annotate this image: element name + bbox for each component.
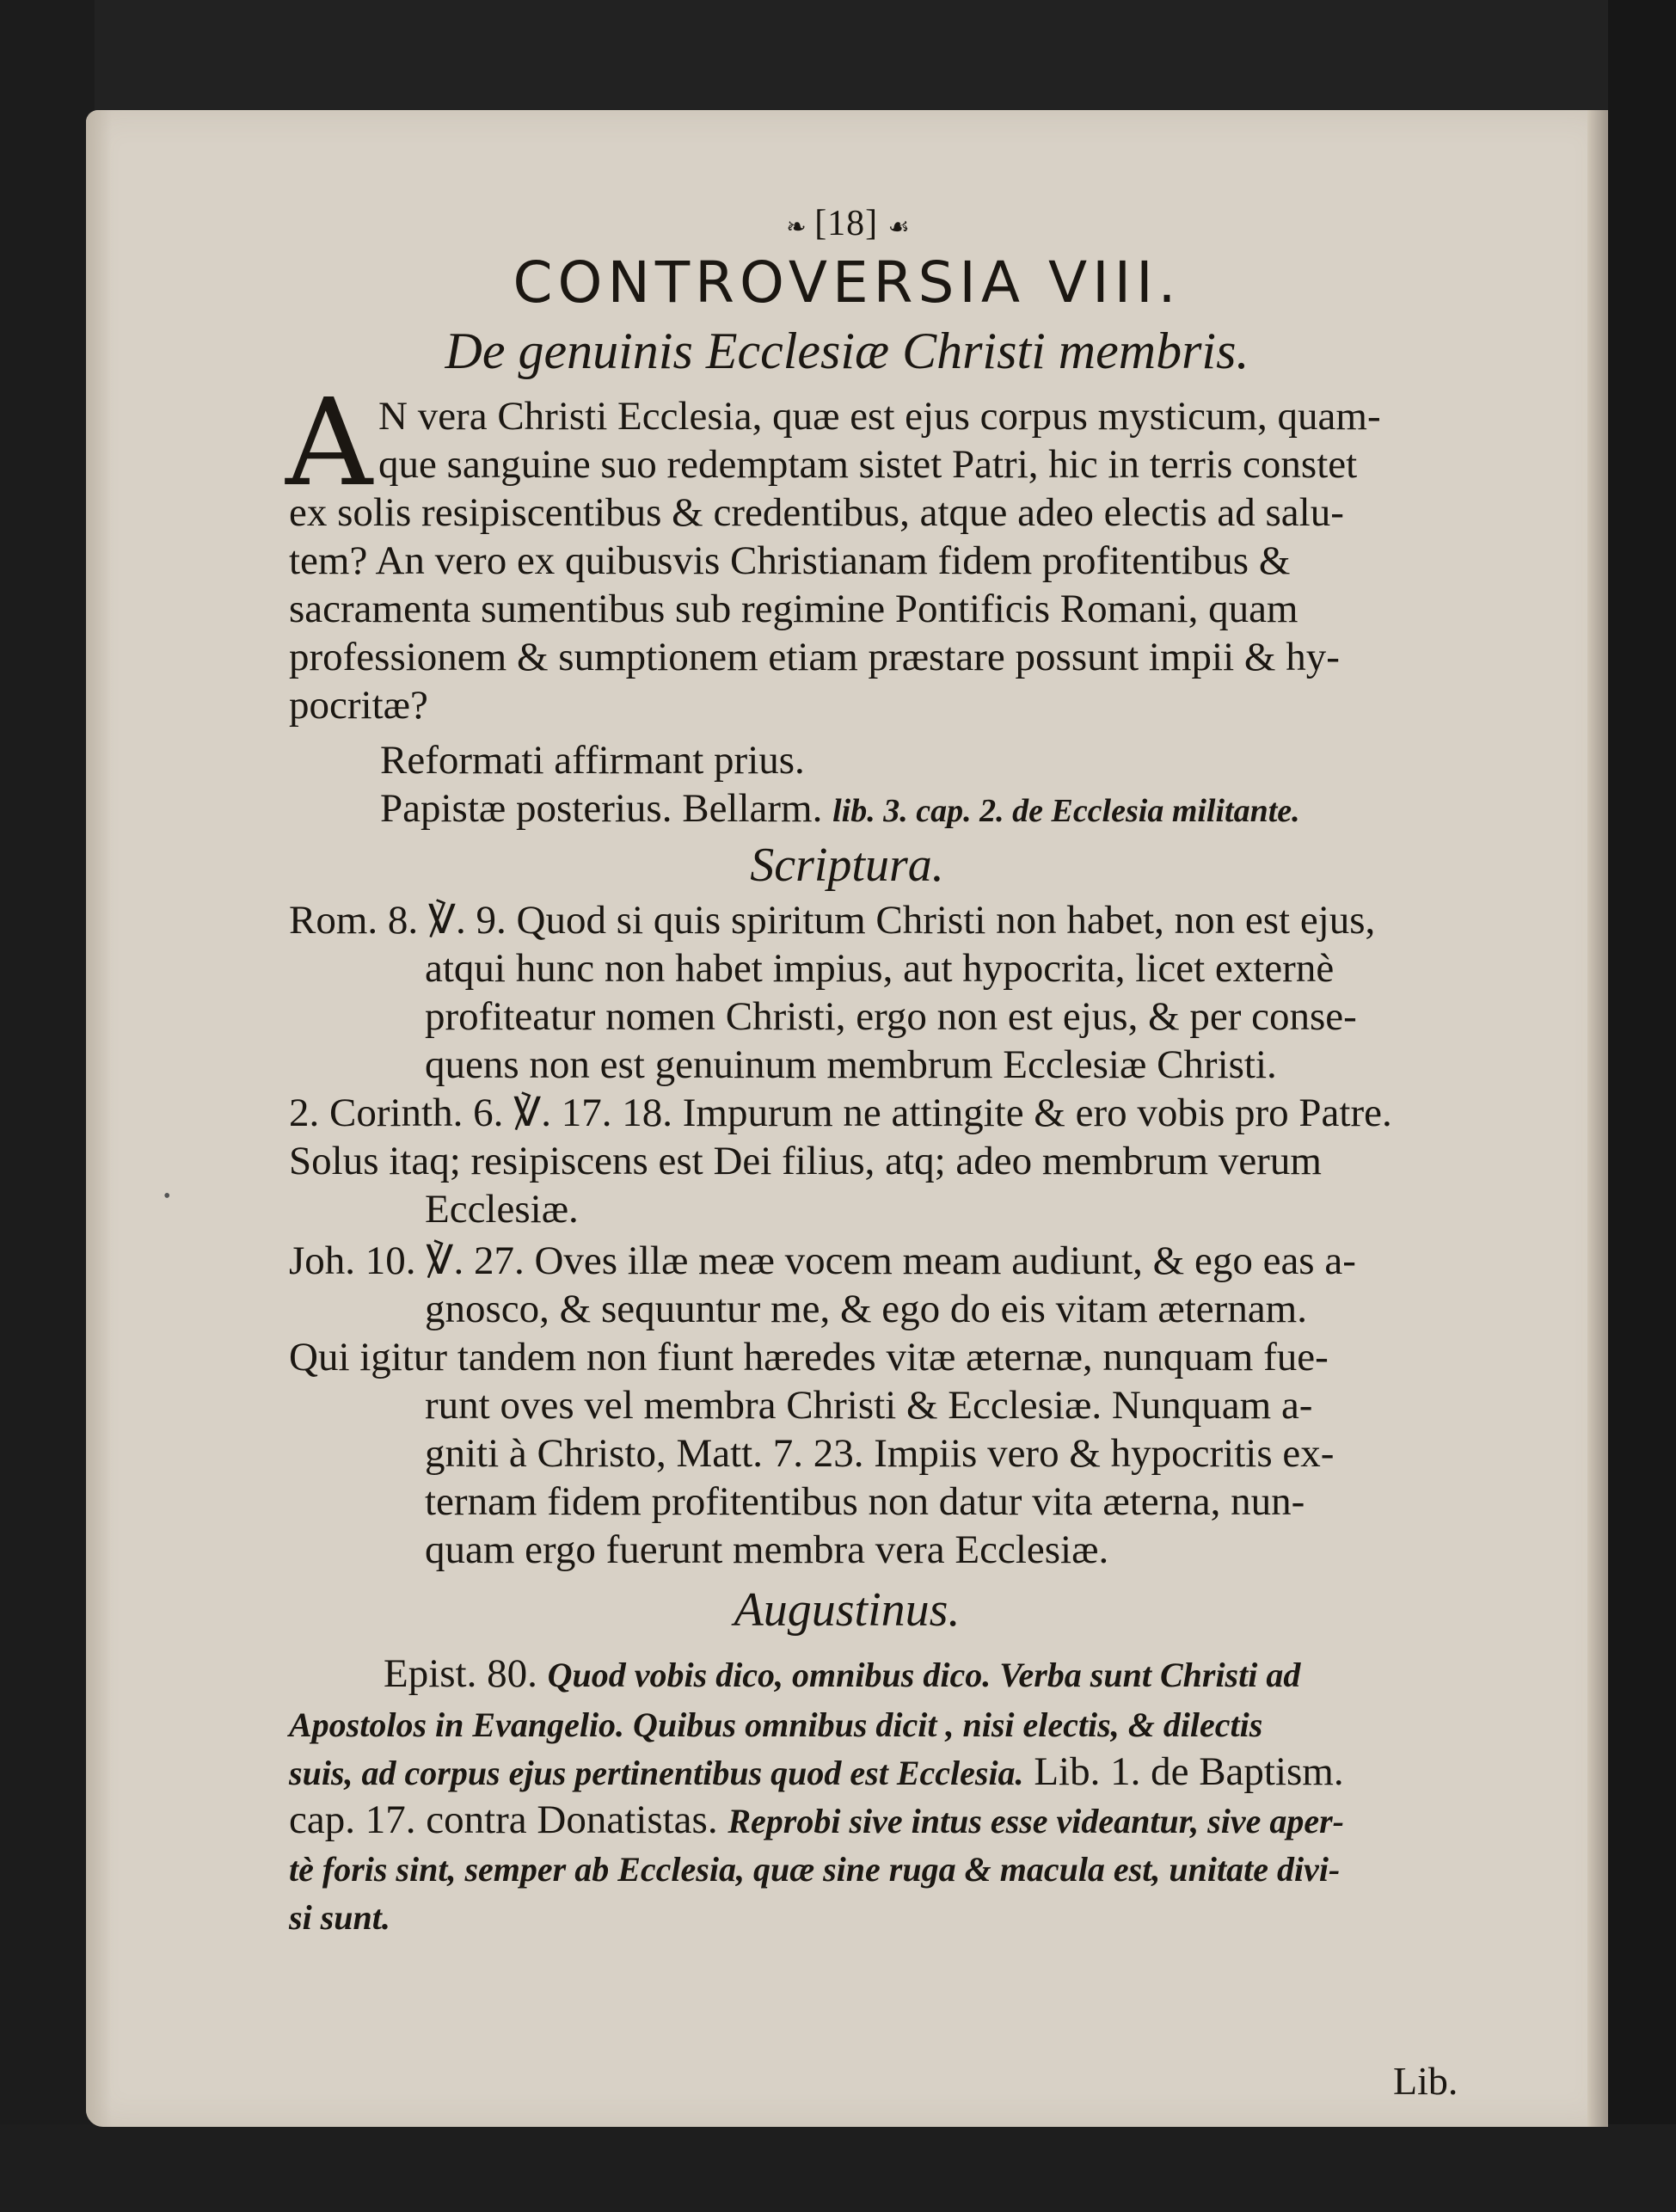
page-left-edge [86,110,112,2127]
background-bottom [0,2124,1676,2212]
background-left [0,0,95,2212]
scriptura-line: Qui igitur tandem non fiunt hæredes vitæ æternæ, nunquam fue- [289,1335,1329,1379]
intro-line: sacramenta sumentibus sub regimine Pontificis Romani, quam [289,587,1298,631]
page-number [86,203,1608,244]
page-number-text: [18] [814,204,879,243]
catchword: Lib. [1393,2059,1458,2103]
intro-line: pocritæ? [289,683,428,728]
position-papistae [380,784,1300,835]
augustinus-quote: Reprobi sive intus esse videantur, sive aper- [727,1802,1344,1840]
scriptura-line: Solus itaq; resipiscens est Dei filius, atq; adeo membrum verum [289,1139,1322,1183]
augustinus-citation: Lib. 1. de Baptism. [1034,1749,1344,1794]
intro-line: ex solis resipiscentibus & credentibus, atque adeo electis ad salu- [289,490,1344,535]
scriptura-line: 2. Corinth. 6. ℣. 17. 18. Impurum ne attingite & ero vobis pro Patre. [289,1091,1392,1135]
page-title: CONTROVERSIA VIII. [513,249,1182,316]
position-papistae-ref: lib. 3. cap. 2. de Ecclesia militante. [832,793,1300,829]
page-subtitle: De genuinis Ecclesiæ Christi membris. [445,323,1249,379]
scriptura-line: runt oves vel membra Christi & Ecclesiæ. Nunquam a- [425,1383,1313,1428]
scriptura-line: gnosco, & sequuntur me, & ego do eis vitam æternam. [425,1287,1307,1331]
augustinus-line [384,1650,1300,1699]
scriptura-line: Joh. 10. ℣. 27. Oves illæ meæ vocem meam audiunt, & ego eas a- [289,1238,1356,1283]
augustinus-line [289,1748,1344,1797]
scriptura-line: Ecclesiæ. [425,1187,579,1232]
augustinus-quote: tè foris sint, semper ab Ecclesia, quæ sine ruga & macula est, unitate divi- [289,1850,1341,1889]
heading-scriptura: Scriptura. [750,839,944,892]
intro-line: que sanguine suo redemptam sistet Patri, hic in terris constet [378,442,1358,487]
augustinus-quote: Quod vobis dico, omnibus dico. Verba sunt Christi ad [547,1656,1301,1694]
intro-line: N vera Christi Ecclesia, quæ est ejus corpus mysticum, quam- [378,394,1381,439]
augustinus-quote: suis, ad corpus ejus pertinentibus quod est Ecclesia. [289,1754,1024,1792]
augustinus-line [289,1892,390,1942]
ornament-right-icon: ☙ [887,214,908,241]
position-papistae-text: Papistæ posterius. Bellarm. [380,786,823,831]
augustinus-line [289,1699,1262,1749]
heading-augustinus: Augustinus. [734,1583,961,1637]
scriptura-line: profiteatur nomen Christi, ergo non est ejus, & per conse- [425,994,1357,1039]
scriptura-line: ternam fidem profitentibus non datur vita æterna, nun- [425,1479,1305,1524]
drop-cap: A [285,373,373,513]
scriptura-line: atqui hunc non habet impius, aut hypocrita, licet externè [425,946,1335,991]
position-reformati: Reformati affirmant prius. [380,738,805,783]
intro-line: professionem & sumptionem etiam præstare possunt impii & hy- [289,635,1340,679]
book-page [86,110,1608,2127]
margin-dot: • [163,1185,171,1207]
page-gutter [1587,110,1608,2127]
intro-line: tem? An vero ex quibusvis Christianam fidem profitentibus & [289,538,1291,583]
scriptura-line: gniti à Christo, Matt. 7. 23. Impiis vero & hypocritis ex- [425,1431,1335,1476]
scriptura-line: quam ergo fuerunt membra vera Ecclesiæ. [425,1527,1109,1572]
augustinus-quote: si sunt. [289,1898,390,1937]
background-top [0,0,1676,112]
augustinus-citation: cap. 17. contra Donatistas. [289,1797,718,1842]
augustinus-quote: Apostolos in Evangelio. Quibus omnibus dicit , nisi electis, & dilectis [289,1705,1263,1744]
scriptura-line: Rom. 8. ℣. 9. Quod si quis spiritum Christi non habet, non est ejus, [289,898,1376,943]
augustinus-citation: Epist. 80. [384,1651,537,1696]
augustinus-line [289,1796,1344,1846]
background-right [1608,0,1676,2212]
augustinus-line [289,1844,1340,1894]
scriptura-line: quens non est genuinum membrum Ecclesiæ Christi. [425,1042,1277,1087]
ornament-left-icon: ❧ [786,214,805,241]
